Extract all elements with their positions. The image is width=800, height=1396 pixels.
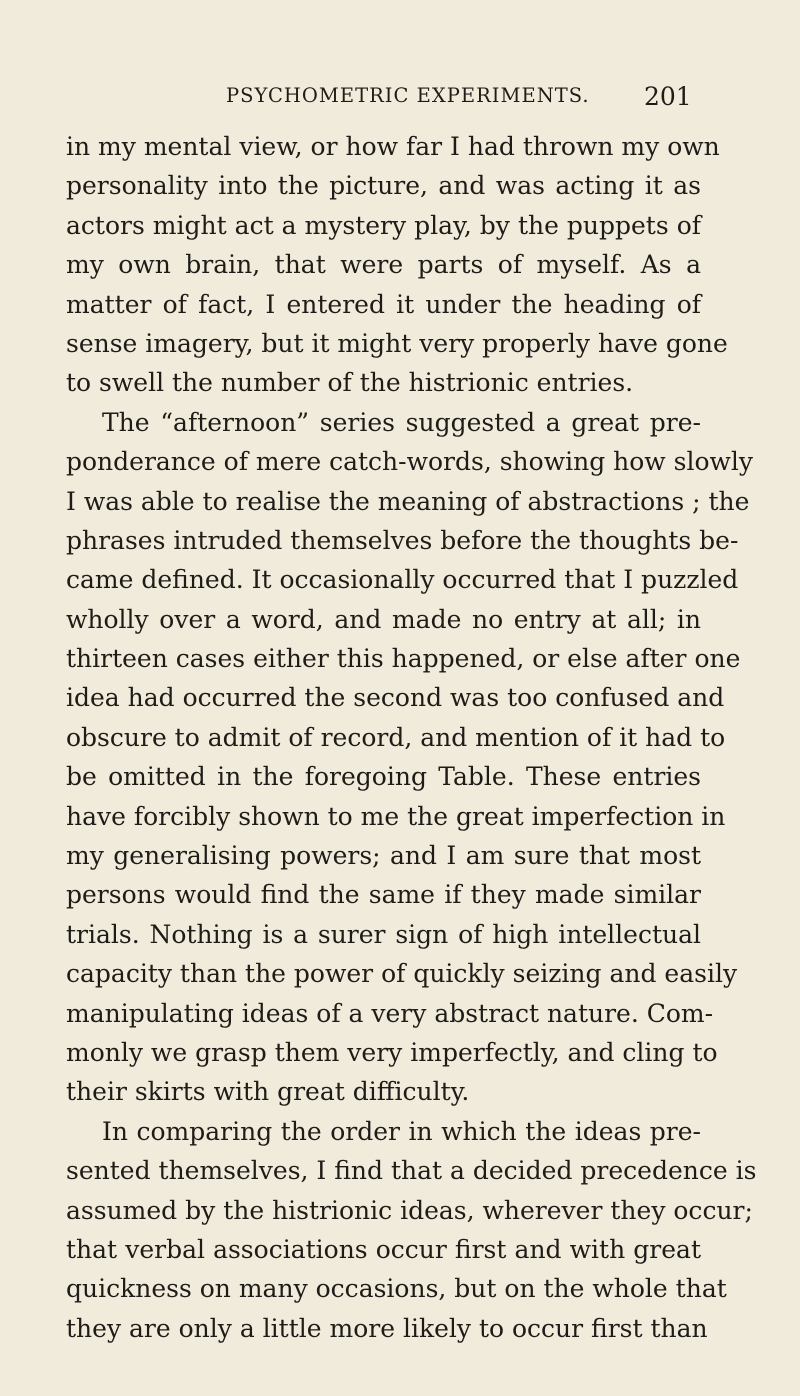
text-line: thirteen cases either this happened, or else after one [66,644,741,674]
page-number: 201 [644,82,692,111]
text-line: I was able to realise the meaning of abstractions ; the [66,486,750,516]
running-title: PSYCHOMETRIC EXPERIMENTS. [226,84,590,107]
text-line: persons would find the same if they made similar [66,880,701,910]
text-line: have forcibly shown to me the great imperfection in [66,801,726,831]
text-line: they are only a little more likely to occur first than [66,1313,708,1343]
text-line: my own brain, that were parts of myself. As a [66,250,701,280]
text-line: to swell the number of the histrionic entries. [66,368,634,398]
text-line: capacity than the power of quickly seizing and easily [66,959,738,989]
text-line: sense imagery, but it might very properly have gone [66,328,728,358]
text-line: idea had occurred the second was too confused and [66,683,725,713]
text-line: wholly over a word, and made no entry at all; in [66,604,701,634]
text-line: sented themselves, I find that a decided precedence is [66,1156,757,1186]
text-line: matter of fact, I entered it under the heading of [66,289,701,319]
text-line: in my mental view, or how far I had thrown my own [66,132,720,161]
text-line: monly we grasp them very imperfectly, and cling to [66,1037,718,1067]
paragraph-start-line: In comparing the order in which the ideas pre- [102,1116,701,1146]
text-line: actors might act a mystery play, by the puppets of [66,210,701,240]
text-line: ponderance of mere catch-words, showing how slowly [66,447,754,477]
text-line: phrases intruded themselves before the thoughts be- [66,525,739,555]
text-line: trials. Nothing is a surer sign of high intellectual [66,919,701,949]
body-text [66,127,757,1348]
text-line: personality into the picture, and was acting it as [66,171,701,201]
text-line: be omitted in the foregoing Table. These entries [66,762,701,792]
text-line: that verbal associations occur first and with great [66,1234,701,1264]
text-line: came defined. It occasionally occurred that I puzzled [66,565,739,595]
text-line: obscure to admit of record, and mention of it had to [66,722,726,752]
text-line: quickness on many occasions, but on the whole that [66,1274,727,1304]
text-line: assumed by the histrionic ideas, wherever they occur; [66,1195,753,1225]
text-line: their skirts with great difficulty. [66,1077,470,1107]
text-line: manipulating ideas of a very abstract nature. Com- [66,998,714,1028]
paragraph-start-line: The “afternoon” series suggested a great pre- [102,407,701,437]
text-line: my generalising powers; and I am sure that most [66,841,701,871]
